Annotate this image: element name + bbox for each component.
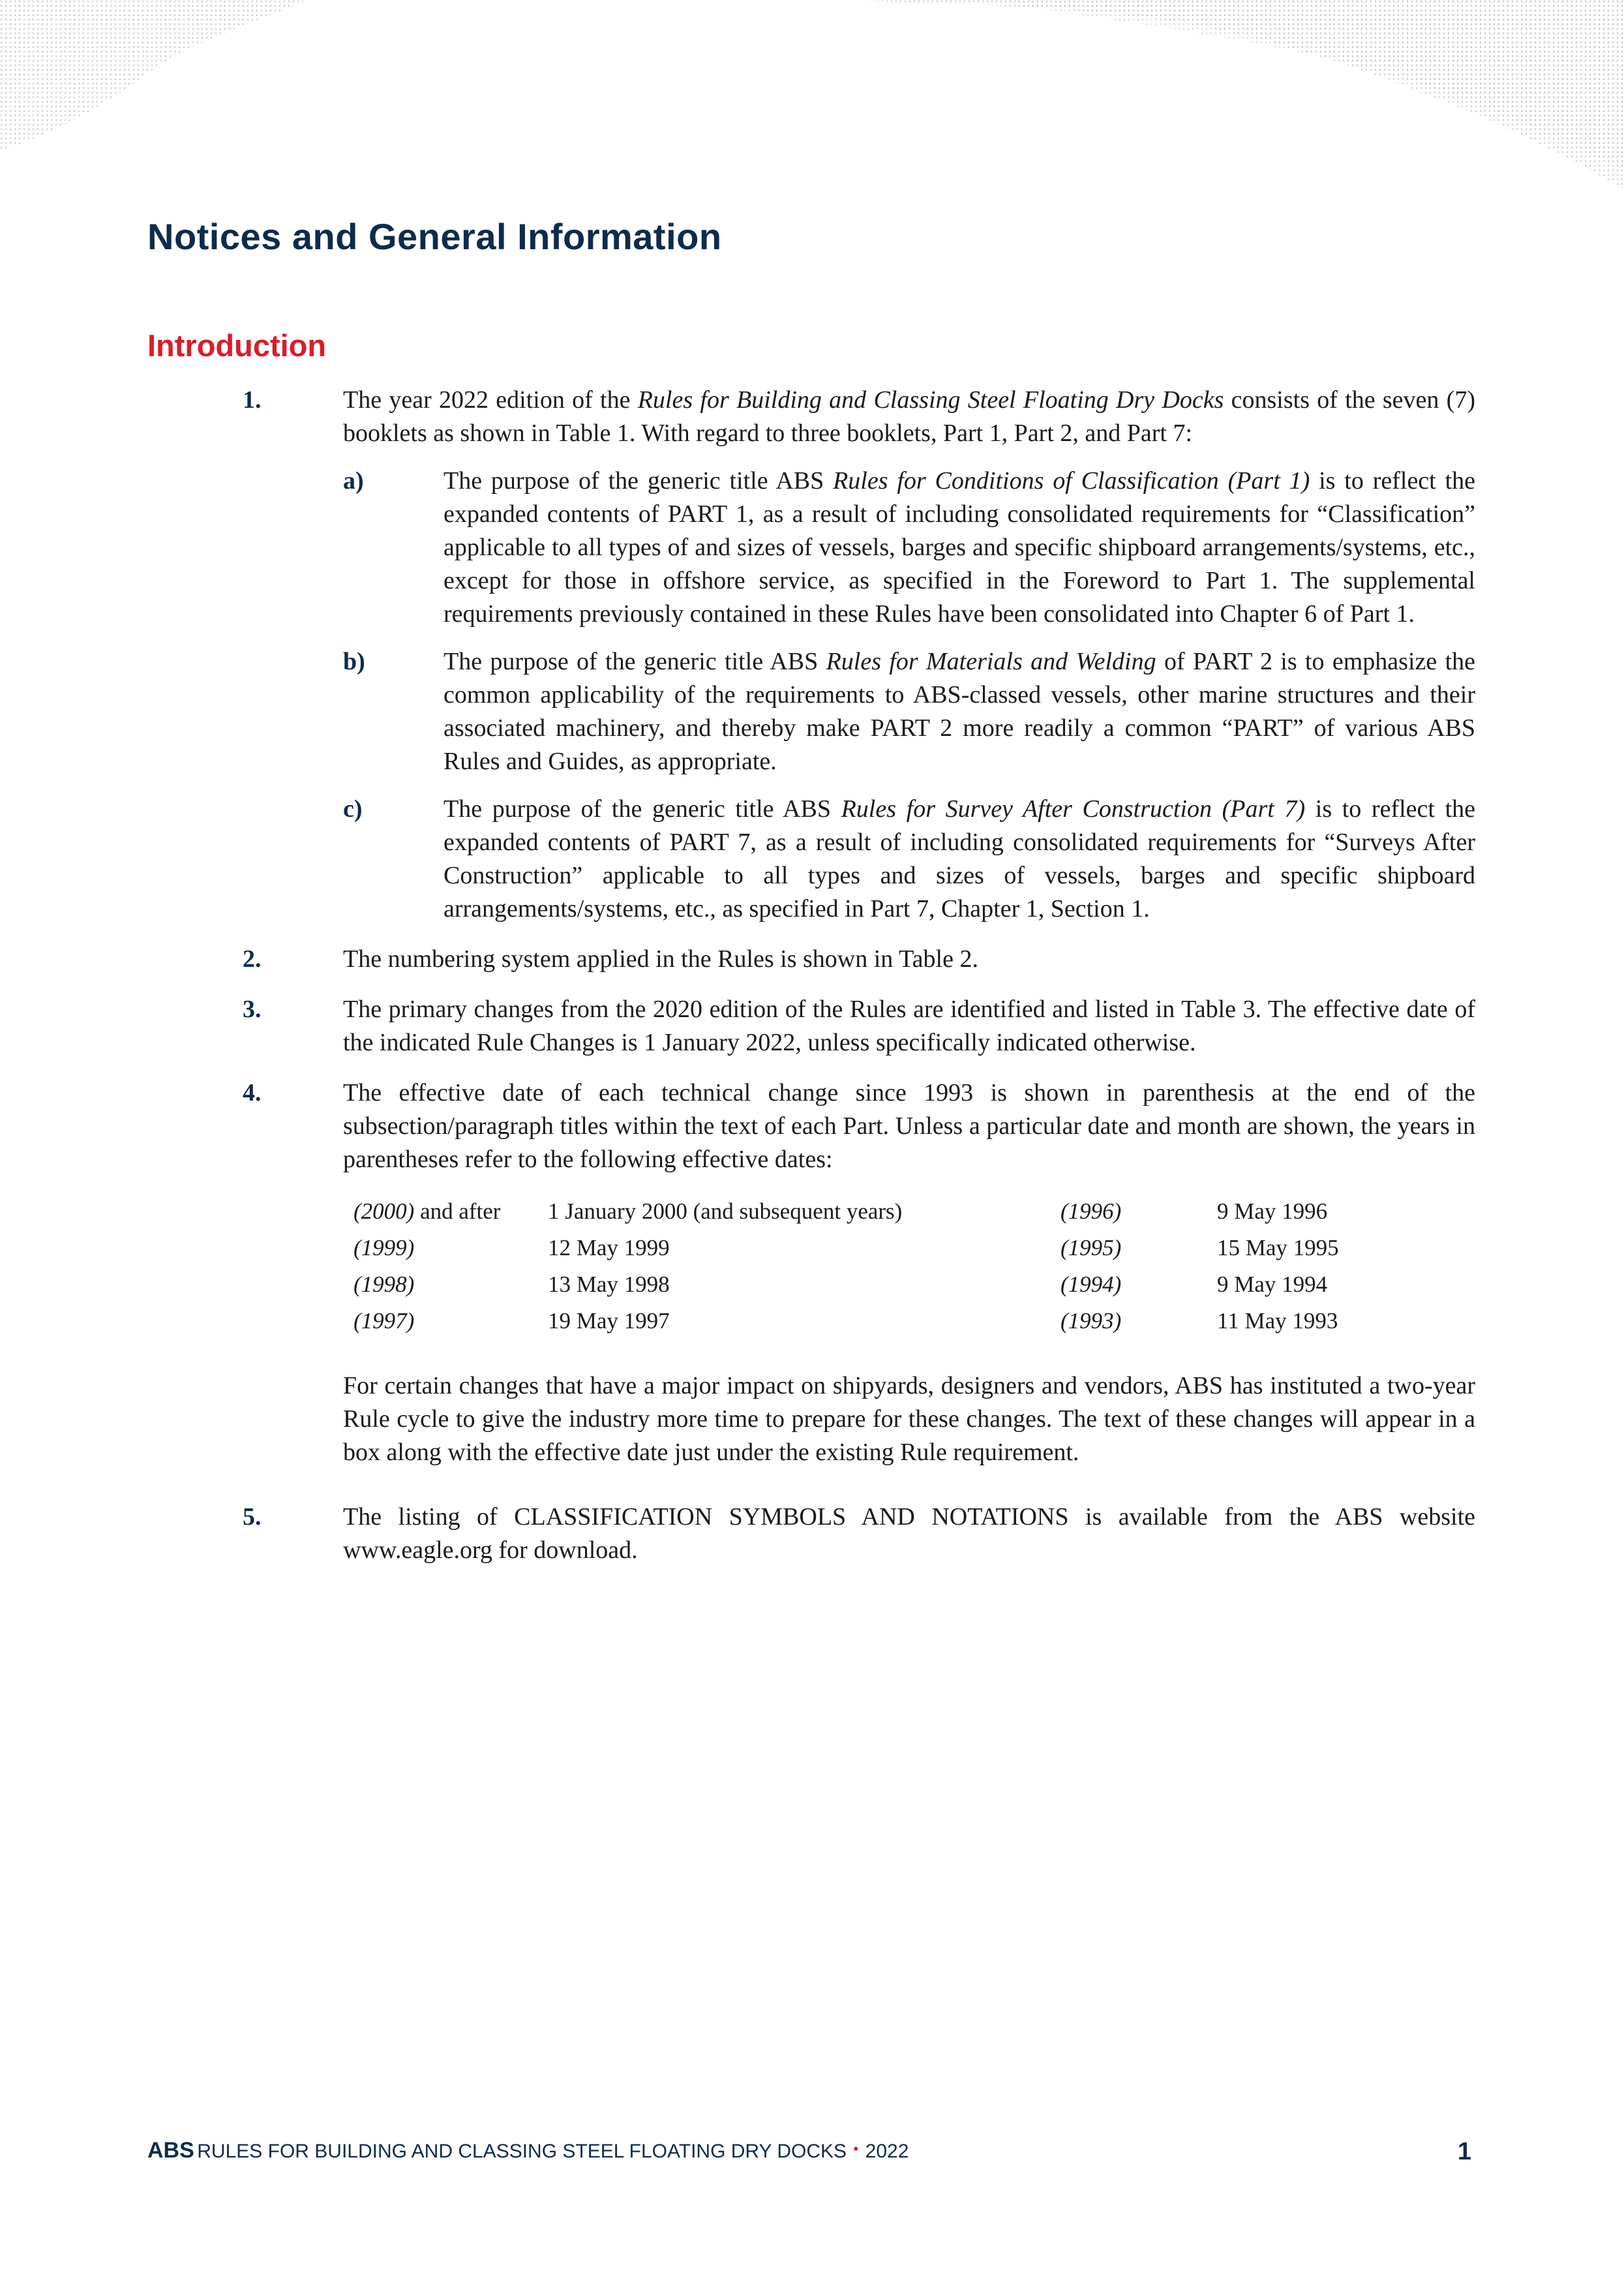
item-text: The numbering system applied in the Rules is shown in Table 2. xyxy=(343,945,978,973)
sub-item-letter: b) xyxy=(343,648,365,675)
sub-item-text: The purpose of the generic title ABS Rules for Materials and Welding of PART 2 is to emphasize the common applicability of the requirements to ABS-classed vessels, other marine structures and their associated machinery, and thereby make PART 2 more readily a common “PART” of various ABS Rules and Guides, as appropriate. xyxy=(444,648,1475,775)
dates-row xyxy=(353,1193,1475,1230)
effective-dates-table xyxy=(353,1193,1475,1339)
sub-item-letter: c) xyxy=(343,795,363,823)
date-value: 11 May 1993 xyxy=(1217,1308,1338,1334)
dates-row xyxy=(353,1303,1475,1339)
footer-separator: • xyxy=(853,2141,859,2157)
date-value: 15 May 1995 xyxy=(1217,1235,1339,1260)
numbered-list xyxy=(0,384,1624,1584)
dates-row xyxy=(353,1266,1475,1303)
footer-year: 2022 xyxy=(865,2141,909,2162)
date-code: (1999) xyxy=(353,1235,415,1260)
date-code: (1998) xyxy=(353,1272,415,1297)
item-text: The year 2022 edition of the Rules for Building and Classing Steel Floating Dry Docks consists of the seven (7) booklets as shown in Table 1. With regard to three booklets, Part 1, Part 2, and Part 7: xyxy=(343,386,1475,447)
item-number: 5. xyxy=(243,1503,262,1531)
sub-item xyxy=(343,793,1475,926)
footer-brand: ABS xyxy=(147,2138,194,2163)
date-value: 12 May 1999 xyxy=(548,1235,670,1260)
date-value: 13 May 1998 xyxy=(548,1272,670,1297)
date-code: (1994) xyxy=(1060,1272,1122,1297)
sub-item xyxy=(343,465,1475,631)
footer-title: RULES FOR BUILDING AND CLASSING STEEL FLOATING DRY DOCKS xyxy=(197,2141,847,2162)
item-text: The primary changes from the 2020 edition of the Rules are identified and listed in Table 3. The effective date of the indicated Rule Changes is 1 January 2022, unless specifically indicated otherwise. xyxy=(343,996,1475,1056)
date-value: 9 May 1996 xyxy=(1217,1198,1328,1224)
dates-row xyxy=(353,1230,1475,1266)
item-number: 1. xyxy=(243,386,262,414)
section-heading: Introduction xyxy=(147,328,327,363)
sub-item-text: The purpose of the generic title ABS Rules for Conditions of Classification (Part 1) is to reflect the expanded contents of PART 1, as a result of including consolidated requirements for “Classification” applicable to all types of and sizes of vessels, barges and specific shipboard arrangements/systems, etc., except for those in offshore service, as specified in the Foreword to Part 1. The supplemental requirements previously contained in these Rules have been consolidated into Chapter 6 of Part 1. xyxy=(444,467,1475,628)
item-text: The effective date of each technical change since 1993 is shown in parenthesis at the end of the subsection/paragraph titles within the text of each Part. Unless a particular date and month are shown, the years in parentheses refer to the following effective dates: xyxy=(343,1079,1475,1173)
date-code: (1995) xyxy=(1060,1235,1122,1260)
list-item xyxy=(243,1076,1475,1469)
header-decoration xyxy=(0,0,1624,196)
item-number: 2. xyxy=(243,945,262,973)
item-number: 3. xyxy=(243,996,262,1023)
item-text: The listing of CLASSIFICATION SYMBOLS AND NOTATIONS is available from the ABS website www.eagle.org for download. xyxy=(343,1503,1475,1564)
date-code: (1997) xyxy=(353,1308,415,1334)
list-item xyxy=(243,943,1475,976)
page-title: Notices and General Information xyxy=(147,216,722,257)
sub-item-text: The purpose of the generic title ABS Rules for Survey After Construction (Part 7) is to reflect the expanded contents of PART 7, as a result of including consolidated requirements for “Surveys After Construction” applicable to all types and sizes of vessels, barges and specific shipboard arrangements/systems, etc., as specified in Part 7, Chapter 1, Section 1. xyxy=(444,795,1475,923)
list-item xyxy=(243,384,1475,926)
page-footer xyxy=(147,2138,1478,2163)
item-text: For certain changes that have a major impact on shipyards, designers and vendors, ABS has instituted a two-year Rule cycle to give the industry more time to prepare for these changes. The text of these changes will appear in a box along with the effective date just under the existing Rule requirement. xyxy=(343,1372,1475,1466)
sub-item-letter: a) xyxy=(343,467,364,495)
date-value: 9 May 1994 xyxy=(1217,1272,1328,1297)
date-value: 1 January 2000 (and subsequent years) xyxy=(548,1198,903,1224)
date-code: (2000) and after xyxy=(353,1198,501,1224)
item-number: 4. xyxy=(243,1079,262,1106)
page-number: 1 xyxy=(1457,2138,1471,2165)
date-code: (1993) xyxy=(1060,1308,1122,1334)
date-code: (1996) xyxy=(1060,1198,1122,1224)
sub-item xyxy=(343,645,1475,778)
list-item xyxy=(243,993,1475,1060)
list-item xyxy=(243,1501,1475,1567)
date-value: 19 May 1997 xyxy=(548,1308,670,1334)
